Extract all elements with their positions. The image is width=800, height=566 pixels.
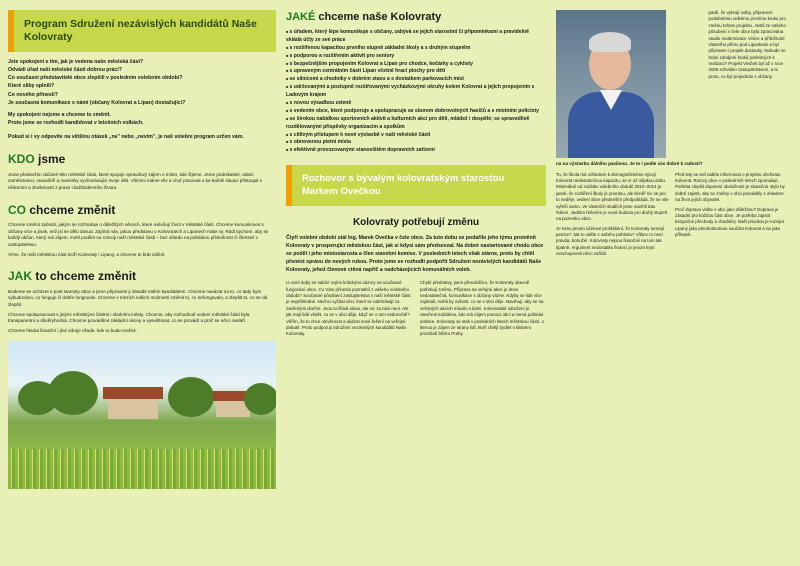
- article-body: [286, 280, 546, 340]
- co-text: Chceme změnit způsob, jakým se rozhoduje o důležitých věcech, které ovlivňují život v městské části. Chceme komunikovat s občany více a jinak, než jsi se dělo dosud. Zajímá nás, jakou představu o Kolovratech a Lipanech máte vy. Rádi bychom, aby se každý občan, který má zájem, mohl podílet na rozvoji naší městské části – bez ohledu na politickou příslušnost či členství v zastupitelstvu.: [8, 221, 269, 247]
- goal-item: ■ s úřadem, který lépe komunikuje s občany, zabývá se jejich starostmi či připomínkami a pravidelně skládá účty ze své práce: [286, 29, 546, 45]
- interview-column: [556, 10, 788, 556]
- program-column: [8, 10, 276, 556]
- jake-heading: JAKÉ chceme naše Kolovraty: [286, 11, 442, 23]
- portrait-photo: [556, 10, 666, 158]
- interview-paragraph: To, že škola má vzhledem k demografickému vývoji Kolovrat nedostatečnou kapacitu, se ví už nějakou dobu. Minimálně od začátku volebního období 2010–2014 je jasné, že rozšíření školy je prioritou, ale téměř nic se pro to neděje; vedení obce především předpokládá, že se vše vyřeší samo. Ve vlastních studiích jsme navrhli tato řešení. Jedním řešením je nová budova pro druhý stupeň na pozemku obce.: [556, 171, 669, 222]
- goal-item: ■ s citlivým přístupem k nové výstavbě v naší městské části: [286, 132, 546, 140]
- kdo-text: Jsme především občané této městské části, které spojuje opravdový zájem o místo, kde žijeme. Jsme podnikatelé, státní zaměstnanci, manažeři a maminky vychovávající svoje děti. Všichni máme vliv a chuť pracovat a ke každé situaci přistoupit s vědomím a zkušeností z praxe i každodenního života.: [8, 171, 262, 190]
- portrait-block: [556, 10, 703, 168]
- portrait-row: [556, 10, 788, 168]
- jak-text: Budeme se ucházet o post starosty obce a jsme připraveni ji obsadit naším kandidátem. Chceme navázat na to, co tady bylo vybudováno, co funguje či dobře fungovalo. Chceme v mezích našich možností změnit to, co nefungovalo, a zlepšit to, co se dá zlepšit.: [8, 288, 268, 307]
- kdo-heading: KDO jsme: [8, 152, 66, 167]
- goal-item: ■ s vedením obce, které podporuje a spolupracuje se sborem dobrovolných hasičů a s místními policisty: [286, 108, 546, 116]
- goal-item: ■ s bezpečnějším propojením Kolovrat a Lipan pro chodce, kočárky a cyklisty: [286, 61, 546, 69]
- goal-item: ■ se širokou nabídkou sportovních aktivit a kulturních akcí pro děti, mládež i dospělé; se spravedlivě rozdělovanými příspěvky organizacím a spolkům: [286, 116, 546, 132]
- questions-list: [8, 58, 276, 106]
- goal-item: ■ s efektivně provozovanými stanovištěm dopravních zařízení: [286, 147, 546, 155]
- question: Co současní představitelé obce zlepšili v posledním volebním období?: [8, 75, 183, 82]
- article-column-left: [286, 280, 412, 340]
- answer-text-2: Proto jsme se rozhodli kandidovat v letošních volbách.: [8, 120, 144, 127]
- kdo-text-block: [8, 172, 276, 192]
- article-title: Kolovraty potřebují změnu: [352, 216, 480, 228]
- note-text: Pokud si i vy odpovíte na většinu otázek „ne" nebo „nevím", je naš volební program určen vám.: [8, 133, 244, 140]
- article-paragraph: U ocelí doby se nabízí svými kritickými názory na současné fungování obce. Co Vám přinesla poznatků z vašeho volebního období? Současné působení zastupitelstva v naší městské části je neprůhledné. Nechci vyčítat věci, které se odehrávají za zavřenými dveřmi. Jsou to líbivá slova, ale nic za nimi není. Ale jak mají lidé vědět, co se v obci děje, když se o tom nedozvědí? Věřím, že to chce otevřenost a ukázat nové řešení na veřejné debatě. Proto podporuji Sdružení nezávislých kandidátů Naše Kolovraty.: [286, 280, 411, 337]
- question: Co nového přinesli?: [8, 91, 58, 98]
- goal-item: ■ s obnovenou pietní místa: [286, 139, 546, 147]
- interview-title: Rozhovor s bývalým kolovratským starostou Markem Ovečkou: [302, 173, 505, 197]
- article-paragraph: Chybí představy, jsem přesvědčen, že Kolovraty obecně potřebují změnu. Příprava na veřejné akce je dnes nedostatečná, komunikace s občany vázne. Kdyby se lidé více zajímali, mohli by ovlivnit, co se v obci děje. Navrhuji, aby se na veřejných akcích mluvilo s lidmi. Kolovratské sdružení je otevřené každému, kdo má zájem pomoci obci a nemá politické ambice. Kolovraty se stali v posledních letech městskou částí, o kterou je zájem ze strany lidí, kteří chtějí bydlet v klidném prostředí blízko Prahy.: [420, 280, 544, 337]
- goal-item: ■ s podporou a rozšířením aktivit pro seniory: [286, 53, 546, 61]
- answer-text: My spokojeni nejsme a chceme to změnit.: [8, 111, 111, 118]
- co-text-block: [8, 222, 276, 258]
- question: Je současná komunikace s námi (občany Kolovrat a Lipan) dostačující?: [8, 99, 186, 106]
- program-title: Program Sdružení nezávislých kandidátů Naše Kolovraty: [24, 18, 257, 44]
- jak-text: Chceme hledat finanční i jiné zdroje všude, kde to bude možné.: [8, 327, 138, 333]
- jak-text: Chceme spolupracovat s jinými městskými částmi i okolními městy. Chceme, aby rozhodnutí vedení městské části byla transparentní a důvěryhodná. Chceme prováděné základní úkony a vysvětlovat, co se provádí a proč se něco nedaří.: [8, 311, 250, 324]
- goal-item: ■ se silnicemi a chodníky v dobrém stavu a s dostatkem parkovacích míst: [286, 76, 546, 84]
- interview-column-right: [675, 172, 788, 261]
- question: Jste spokojeni s tím, jak je vedena naše městská část?: [8, 59, 144, 66]
- goal-item: ■ s rozšířenou kapacitou prvního stupně základní školy a s druhým stupněm: [286, 45, 546, 53]
- article-column-right: [420, 280, 546, 340]
- question: Odvádí úřad naší městské části dobrou práci?: [8, 67, 122, 74]
- program-title-box: [8, 10, 276, 52]
- interview-column-left: [556, 172, 669, 261]
- jak-text-block: [8, 289, 276, 335]
- goals-column: [286, 10, 546, 556]
- co-text: Víme, že naši městskou část tvoří Kolovraty i Lipany, a chceme to brát vážně.: [8, 251, 166, 257]
- village-photo: [8, 341, 276, 489]
- goals-list: [286, 29, 546, 155]
- side-paragraph: padě, že vyhrají volby, připravení podobnému velkému prvnímu kroku pro změnu tohoto projektu. Jestli ze našeho působení v čele obce byla zpracována studie modernizace Vinice a příležitostí vlastního přímo pod Lipankami a byl připraven i projekt dostavby. Nebude se brání zahájení kroků potřebných k realizaci? Projekt Viniček byl až v roce 2006 schválen zastupitelstvem, a to proto, co byl projednán s občany.: [708, 10, 786, 79]
- interview-paragraph: Proč dopravu vidíte v obci jako důležitou? Doprava je zásadní pro každou část obce. Je potřeba zajistit bezpečné přechody a chodníky. Naší prioritou je rozvíjet Lipany jako plnohodnotnou součást Kolovrat a ne jako přílepek.: [675, 206, 785, 238]
- interview-paragraph: Před lety se teď nabíte informovat o projektu obchvatu Kolovrat. Rozvoj obce v posledních letech zpomaluje. Potřeba zlepšit dopravní obslužnost je skutečná. Bylo by dobré zajistit, aby se změny v obci prováděly s ohledem na život jejích obyvatel.: [675, 171, 785, 203]
- side-text: [709, 10, 788, 168]
- question: Které sliby splnili?: [8, 83, 55, 90]
- goal-item: ■ s udržovanými a postupně rozšiřovanými vycházkovými okruhy kolem Kolovrat a jejich propojením s Ladovým krajem: [286, 84, 546, 100]
- article-lead: Čtyři volební období stál Ing. Marek Ovečka v čele obce. Za tuto dobu se podařilo jeho týmu proměnit Kolovraty v prosperující městskou část, jak si kdysi sám předsevzal. Na dobré nastartované chodu obce se podílí i jeho místostarosta a člen stavební komise. V posledních letech však stárne, proto by chtěl přenést správu do nových rukou. Proto jsme se rozhodli podpořit Sdružení nezávislých kandidátů Naše Kolovraty, jehož členové ctěná napříč a nadcházejících komunálních voleb.: [286, 235, 544, 273]
- jak-heading: JAK to chceme změnit: [8, 269, 137, 284]
- interview-paragraph: Je tomu jenom účelové prohlášení, že Kolovraty nemají peníze? Jak to vidíte z vašeho pohledu? Vůbec to není pravda, bohužel. Kolovraty nejsou finančně na tom tak špatně. Argument nedostatku financí je jenom krytí neschopnosti něco zařídit.: [556, 225, 664, 257]
- interview-body: [556, 172, 788, 261]
- portrait-caption: na na výstavbu dálního pavilonu. Je to i podle vás dobré k radosti?: [556, 161, 703, 166]
- goal-item: ■ s novou výsadbou zeleně: [286, 100, 546, 108]
- co-heading: CO chceme změnit: [8, 202, 116, 217]
- interview-box: [286, 165, 546, 206]
- goal-item: ■ s upraveným centrálním částí Lipan včetně hrací plochy pro děti: [286, 68, 546, 76]
